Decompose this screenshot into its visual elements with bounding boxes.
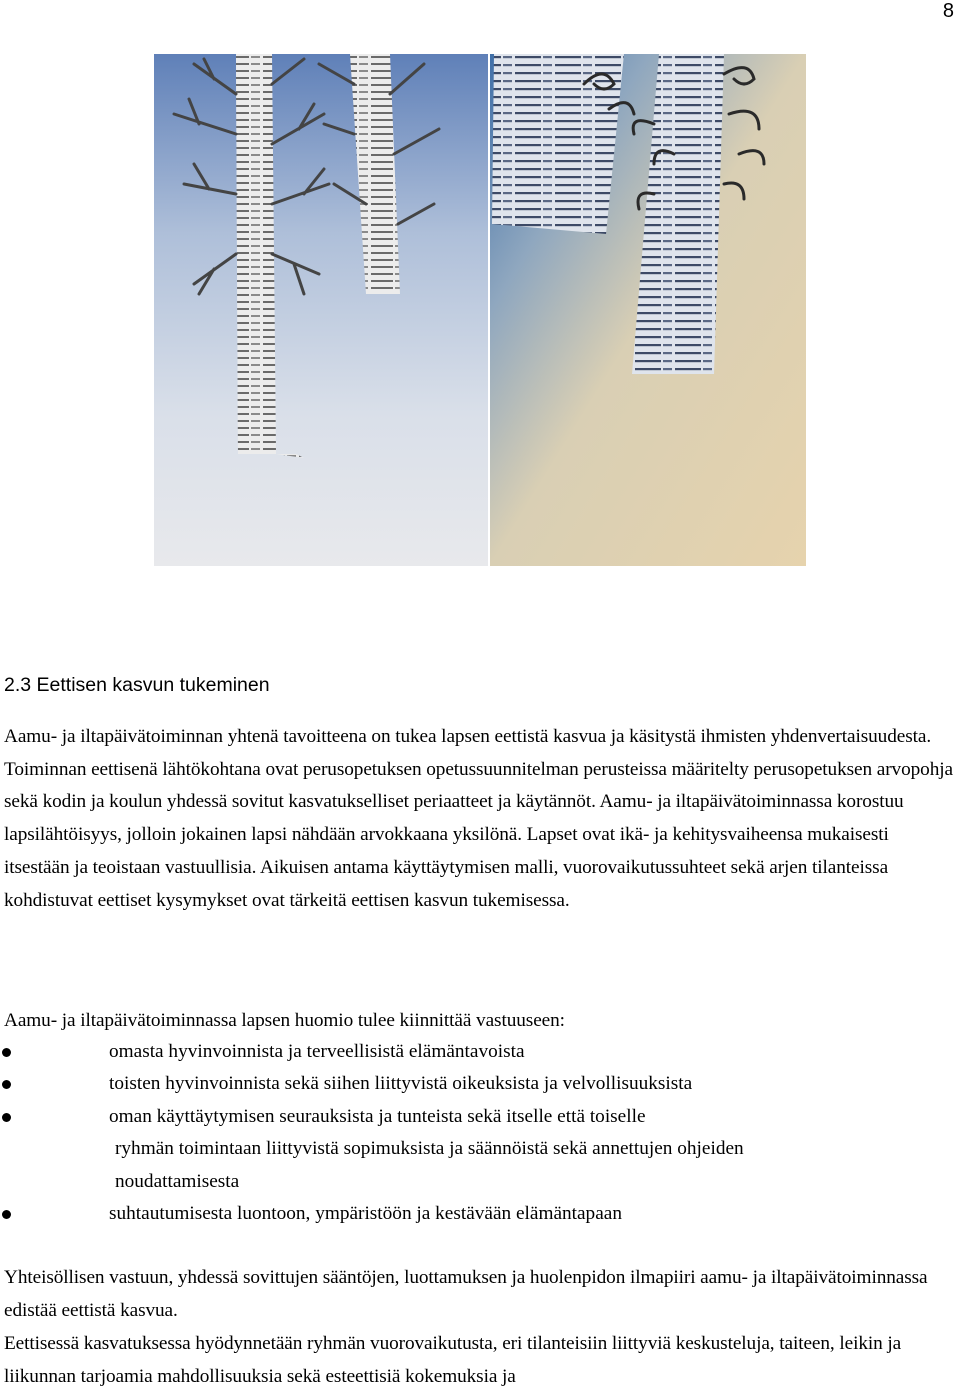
list-item: toisten hyvinvoinnista sekä siihen liittyvistä oikeuksista ja velvollisuuksista: [0, 1068, 960, 1100]
artwork-photo: [154, 54, 806, 566]
list-item: omasta hyvinvoinnista ja terveellisistä elämäntavoista: [0, 1036, 960, 1068]
list-item: noudattamisesta: [115, 1170, 240, 1192]
list-item: suhtautumisesta luontoon, ympäristöön ja kestävään elämäntapaan: [0, 1198, 960, 1230]
page-number: 8: [942, 0, 954, 22]
section-heading: 2.3 Eettisen kasvun tukeminen: [4, 674, 270, 696]
bullet-icon: [2, 1048, 11, 1057]
paragraph-responsibility-lead: Aamu- ja iltapäivätoiminnassa lapsen huomio tulee kiinnittää vastuuseen:: [4, 1010, 565, 1031]
paragraph-ethics-intro: Aamu- ja iltapäivätoiminnan yhtenä tavoitteena on tukea lapsen eettistä kasvua ja käsitystä ihmisten yhdenvertaisuudesta. Toiminnan eettisenä lähtökohtana ovat perusopetuksen opetussuunnitelman perusteissa määritelty perusopetuksen arvopohja sekä kodin ja koulun yhdessä sovitut kasvatukselliset periaatteet ja käytännöt. Aamu- ja iltapäivätoiminnassa korostuu lapsilähtöisyys, jolloin jokainen lapsi nähdään arvokkaana yksilönä. Lapset ovat ikä- ja kehitysvaiheensa mukaisesti itsestään ja teoistaan vastuullisia. Aikuisen antama käyttäytymisen malli, vuorovaikutussuhteet sekä arjen tilanteissa kohdistuvat eettiset kysymykset ovat tärkeitä eettisen kasvun tukemisessa.: [4, 726, 953, 911]
responsibility-list: [0, 1036, 960, 1230]
list-item: oman käyttäytymisen seurauksista ja tunteista sekä itselle että toiselle: [0, 1101, 960, 1133]
newspaper-trees-image: [154, 54, 806, 566]
paragraph-community-responsibility: Yhteisöllisen vastuun, yhdessä sovittujen sääntöjen, luottamuksen ja huolenpidon ilmapiiri aamu- ja iltapäivätoiminnassa edistää eettistä kasvua.: [4, 1267, 928, 1321]
bullet-icon: [2, 1080, 11, 1089]
list-item: ryhmän toimintaan liittyvistä sopimuksista ja säännöistä sekä annettujen ohjeiden: [115, 1138, 744, 1160]
bullet-icon: [2, 1210, 11, 1219]
bullet-icon: [2, 1113, 11, 1122]
paragraph-ethical-education: Eettisessä kasvatuksessa hyödynnetään ryhmän vuorovaikutusta, eri tilanteisiin liittyviä keskusteluja, taiteen, leikin ja liikunnan tarjoamia mahdollisuuksia sekä esteettisiä kokemuksia ja: [4, 1333, 902, 1387]
